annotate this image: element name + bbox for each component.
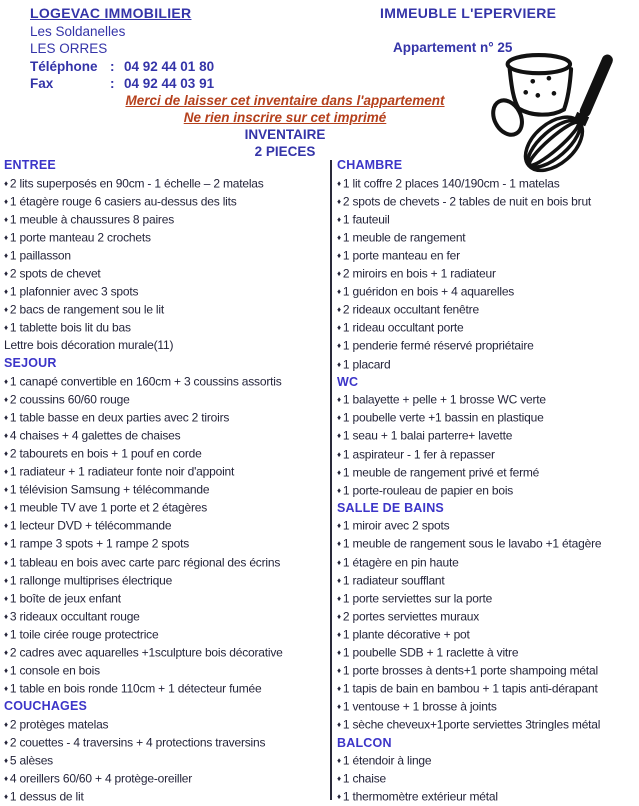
list-item xyxy=(4,734,328,752)
bullet-icon: ♦ xyxy=(337,196,341,206)
bullet-icon: ♦ xyxy=(4,575,8,585)
item-text: 1 lit coffre 2 places 140/190cm - 1 matelas xyxy=(342,176,560,191)
item-text: 1 meuble de rangement sous le lavabo +1 étagère xyxy=(342,536,602,551)
bullet-icon: ♦ xyxy=(4,539,8,549)
section-heading: WC xyxy=(337,374,359,389)
bullet-icon: ♦ xyxy=(4,287,8,297)
bullet-icon: ♦ xyxy=(337,792,341,802)
list-item xyxy=(4,481,328,499)
item-text: 1 meuble TV ave 1 porte et 2 étagères xyxy=(9,500,208,515)
bullet-icon: ♦ xyxy=(337,323,341,333)
list-item xyxy=(337,572,637,590)
item-text: 1 porte-rouleau de papier en bois xyxy=(342,483,514,498)
item-text: 1 poubelle SDB + 1 raclette à vitre xyxy=(342,645,519,660)
list-item xyxy=(4,499,328,517)
bullet-icon: ♦ xyxy=(4,232,8,242)
item-text: 2 bacs de rangement sou le lit xyxy=(9,302,164,317)
agency-name: LOGEVAC IMMOBILIER xyxy=(30,5,192,21)
item-text: 2 spots de chevets - 2 tables de nuit en bois brut xyxy=(342,194,592,209)
list-item xyxy=(337,554,637,572)
section-heading: BALCON xyxy=(337,735,392,750)
bullet-icon: ♦ xyxy=(4,719,8,729)
list-item xyxy=(4,554,328,572)
list-item xyxy=(337,788,637,806)
list-item xyxy=(4,427,328,445)
list-item xyxy=(4,535,328,553)
list-item xyxy=(337,247,637,265)
bullet-icon: ♦ xyxy=(337,431,341,441)
bullet-icon: ♦ xyxy=(337,666,341,676)
bullet-icon: ♦ xyxy=(4,756,8,766)
bullet-icon: ♦ xyxy=(337,575,341,585)
bullet-icon: ♦ xyxy=(4,557,8,567)
item-text: 1 thermomètre extérieur métal xyxy=(342,789,498,804)
list-item xyxy=(337,427,637,445)
list-item xyxy=(337,301,637,319)
bullet-icon: ♦ xyxy=(337,702,341,712)
list-item xyxy=(4,788,328,806)
item-text: 1 rampe 3 spots + 1 rampe 2 spots xyxy=(9,536,190,551)
list-item xyxy=(4,337,328,355)
item-text: 1 lecteur DVD + télécommande xyxy=(9,518,172,533)
item-text: 2 couettes - 4 traversins + 4 protections traversins xyxy=(9,735,266,750)
list-item xyxy=(4,463,328,481)
item-text: 1 porte brosses à dents+1 porte shampoing métal xyxy=(342,663,598,678)
notice-line-1: Merci de laisser cet inventaire dans l'appartement xyxy=(125,93,445,108)
notice-line-2: Ne rien inscrire sur cet imprimé xyxy=(183,110,387,125)
item-text: 1 table basse en deux parties avec 2 tiroirs xyxy=(9,410,230,425)
item-text: 1 aspirateur - 1 fer à repasser xyxy=(342,447,495,461)
list-item xyxy=(337,283,637,301)
bullet-icon: ♦ xyxy=(4,485,8,495)
list-item xyxy=(4,391,328,409)
list-item xyxy=(4,265,328,283)
item-text: 1 meuble à chaussures 8 paires xyxy=(9,212,174,227)
bullet-icon: ♦ xyxy=(4,521,8,531)
bullet-icon: ♦ xyxy=(4,593,8,603)
list-item xyxy=(337,716,637,734)
list-item xyxy=(337,319,637,337)
item-text: 1 étagère en pin haute xyxy=(342,555,459,570)
bullet-icon: ♦ xyxy=(4,684,8,694)
item-text: 1 canapé convertible en 160cm + 3 coussins assortis xyxy=(9,374,282,389)
list-item xyxy=(4,229,328,247)
list-item xyxy=(337,517,637,535)
item-text: 1 table en bois ronde 110cm + 1 détecteur fumée xyxy=(9,681,262,696)
bullet-icon: ♦ xyxy=(337,449,341,459)
list-item xyxy=(337,193,637,211)
bullet-icon: ♦ xyxy=(4,666,8,676)
list-item xyxy=(337,752,637,770)
bullet-icon: ♦ xyxy=(4,611,8,621)
bullet-icon: ♦ xyxy=(337,539,341,549)
list-item xyxy=(337,662,637,680)
building-name: IMMEUBLE L'EPERVIERE xyxy=(380,5,557,21)
bullet-icon: ♦ xyxy=(337,774,341,784)
item-text: 1 miroir avec 2 spots xyxy=(342,518,450,533)
agency-block xyxy=(30,5,214,93)
item-text: 5 alèses xyxy=(9,753,53,768)
item-text: 1 étendoir à linge xyxy=(342,753,432,768)
bullet-icon: ♦ xyxy=(337,593,341,603)
list-item xyxy=(4,680,328,698)
item-text: 1 porte serviettes sur la porte xyxy=(342,591,493,606)
item-text: 1 balayette + pelle + 1 brosse WC verte xyxy=(342,392,546,407)
bullet-icon: ♦ xyxy=(4,449,8,458)
bullet-icon: ♦ xyxy=(4,323,8,333)
list-item xyxy=(337,608,637,626)
bullet-icon: ♦ xyxy=(4,214,8,224)
bullet-icon: ♦ xyxy=(337,521,341,531)
bullet-icon: ♦ xyxy=(4,269,8,279)
section-heading: SEJOUR xyxy=(4,356,57,371)
item-text: 1 fauteuil xyxy=(342,212,390,227)
item-text: 3 rideaux occultant rouge xyxy=(9,609,140,624)
section-heading: SALLE DE BAINS xyxy=(337,500,444,515)
list-item xyxy=(4,301,328,319)
item-text: 2 protèges matelas xyxy=(9,717,109,732)
section-heading: ENTREE xyxy=(4,158,56,172)
item-text: 1 paillasson xyxy=(9,248,71,263)
list-item xyxy=(4,283,328,301)
item-text: 1 rideau occultant porte xyxy=(342,320,464,335)
list-item xyxy=(337,644,637,662)
list-item xyxy=(337,265,637,283)
inventory-column-right xyxy=(337,157,637,806)
list-item xyxy=(337,535,637,553)
list-item xyxy=(337,590,637,608)
item-text: 1 porte manteau en fer xyxy=(342,248,460,263)
item-text: 1 penderie fermé réservé propriétaire xyxy=(342,338,534,353)
item-text: 1 ventouse + 1 brosse à joints xyxy=(342,699,497,714)
agency-fax-line xyxy=(30,75,214,93)
bullet-icon: ♦ xyxy=(337,341,341,351)
list-item xyxy=(4,175,328,193)
list-item xyxy=(4,193,328,211)
list-item xyxy=(337,680,637,698)
item-text: 1 dessus de lit xyxy=(9,789,84,804)
bullet-icon: ♦ xyxy=(4,467,8,477)
item-text: 1 étagère rouge 6 casiers au-dessus des lits xyxy=(9,194,237,209)
item-text: 1 sèche cheveux+1porte serviettes 3tringles métal xyxy=(342,717,601,732)
bullet-icon: ♦ xyxy=(337,720,341,730)
item-text: 1 meuble de rangement xyxy=(342,230,466,245)
list-item xyxy=(4,590,328,608)
fax-label: Fax xyxy=(30,76,54,91)
bullet-icon: ♦ xyxy=(4,430,8,440)
agency-phone-line xyxy=(30,58,214,76)
item-text: 4 oreillers 60/60 + 4 protège-oreiller xyxy=(9,771,193,786)
bullet-icon: ♦ xyxy=(4,394,8,404)
bullet-icon: ♦ xyxy=(4,774,8,784)
phone-label: Téléphone xyxy=(30,58,98,74)
bullet-icon: ♦ xyxy=(4,178,8,188)
section-heading: COUCHAGES xyxy=(4,699,88,714)
phone-number: 04 92 44 01 80 xyxy=(124,58,215,74)
list-item xyxy=(337,229,637,247)
item-text: 2 tabourets en bois + 1 pouf en corde xyxy=(9,446,202,461)
item-text: 1 boîte de jeux enfant xyxy=(9,591,121,606)
list-item xyxy=(4,572,328,590)
bullet-icon: ♦ xyxy=(337,287,341,297)
item-text: 1 tablette bois lit du bas xyxy=(9,320,131,335)
item-text: 1 tableau en bois avec carte parc régional des écrins xyxy=(9,555,281,570)
item-text: 4 chaises + 4 galettes de chaises xyxy=(9,428,181,443)
item-text: 1 tapis de bain en bambou + 1 tapis anti-dérapant xyxy=(342,681,598,696)
list-item xyxy=(4,517,328,535)
list-item xyxy=(4,770,328,788)
item-text: 1 rallonge multiprises électrique xyxy=(9,573,173,588)
item-text: 1 plante décorative + pot xyxy=(342,627,470,642)
list-item xyxy=(4,608,328,626)
agency-address-line2: LES ORRES xyxy=(30,41,108,56)
bullet-icon: ♦ xyxy=(337,305,341,315)
bullet-icon: ♦ xyxy=(4,629,8,639)
item-text: 2 cadres avec aquarelles +1sculpture bois décorative xyxy=(9,645,283,660)
bullet-icon: ♦ xyxy=(337,648,341,658)
bullet-icon: ♦ xyxy=(337,413,341,423)
list-item xyxy=(4,626,328,644)
list-item xyxy=(337,211,637,229)
item-text: 1 guéridon en bois + 4 aquarelles xyxy=(342,284,515,299)
item-text: 1 meuble de rangement privé et fermé xyxy=(342,465,540,480)
list-item xyxy=(4,319,328,337)
bullet-icon: ♦ xyxy=(4,738,8,747)
list-item xyxy=(4,716,328,734)
bullet-icon: ♦ xyxy=(337,684,341,694)
bullet-icon: ♦ xyxy=(4,648,8,658)
bullet-icon: ♦ xyxy=(4,503,8,513)
bullet-icon: ♦ xyxy=(337,756,341,766)
inventory-column-left xyxy=(4,157,328,806)
item-text: 1 seau + 1 balai parterre+ lavette xyxy=(342,428,513,443)
agency-address-line1: Les Soldanelles xyxy=(30,23,126,39)
document-subtitle: 2 PIECES xyxy=(254,144,316,159)
bullet-icon: ♦ xyxy=(337,232,341,242)
item-text: 1 porte manteau 2 crochets xyxy=(9,230,151,245)
bullet-icon: ♦ xyxy=(337,214,341,224)
apartment-number: Appartement n° 25 xyxy=(393,40,513,55)
list-item xyxy=(4,662,328,680)
list-item xyxy=(337,356,637,374)
bullet-icon: ♦ xyxy=(4,412,8,422)
list-item xyxy=(337,409,637,427)
bullet-icon: ♦ xyxy=(337,359,341,369)
bullet-icon: ♦ xyxy=(337,269,341,279)
item-text: 1 poubelle verte +1 bassin en plastique xyxy=(342,410,544,425)
bullet-icon: ♦ xyxy=(337,611,341,621)
bullet-icon: ♦ xyxy=(337,467,341,477)
item-text: 1 télévision Samsung + télécommande xyxy=(9,482,210,497)
item-text: 2 lits superposés en 90cm - 1 échelle – 2 matelas xyxy=(9,176,264,191)
list-item xyxy=(337,391,637,409)
bullet-icon: ♦ xyxy=(337,250,341,260)
bullet-icon: ♦ xyxy=(4,250,8,260)
item-text: 2 spots de chevet xyxy=(9,266,101,281)
list-item xyxy=(4,247,328,265)
bullet-icon: ♦ xyxy=(337,557,341,567)
fax-separator: : xyxy=(110,76,115,91)
list-item xyxy=(337,337,637,355)
item-text: 1 toile cirée rouge protectrice xyxy=(9,627,159,642)
bullet-icon: ♦ xyxy=(4,305,8,315)
list-item xyxy=(4,373,328,391)
item-text: 1 chaise xyxy=(342,771,386,786)
list-item xyxy=(4,409,328,427)
bullet-icon: ♦ xyxy=(4,196,8,206)
item-text: 2 portes serviettes muraux xyxy=(342,609,480,624)
bullet-icon: ♦ xyxy=(4,376,8,386)
item-text: Lettre bois décoration murale(11) xyxy=(4,338,174,353)
bowl-egg-whisk-clipart-icon xyxy=(485,48,637,174)
list-item xyxy=(337,464,637,482)
list-item xyxy=(337,446,637,464)
bullet-icon: ♦ xyxy=(337,178,341,188)
item-text: 2 miroirs en bois + 1 radiateur xyxy=(342,266,496,281)
list-item xyxy=(337,175,637,193)
bullet-icon: ♦ xyxy=(4,792,8,802)
item-text: 1 console en bois xyxy=(9,663,100,678)
list-item xyxy=(4,445,328,463)
bullet-icon: ♦ xyxy=(337,629,341,639)
list-item xyxy=(4,752,328,770)
item-text: 2 coussins 60/60 rouge xyxy=(9,392,130,407)
item-text: 1 placard xyxy=(342,357,391,372)
section-heading: CHAMBRE xyxy=(337,158,403,172)
bullet-icon: ♦ xyxy=(337,485,341,495)
item-text: 2 rideaux occultant fenêtre xyxy=(342,302,479,317)
column-divider xyxy=(330,160,332,800)
item-text: 1 radiateur + 1 radiateur fonte noir d'appoint xyxy=(9,464,235,479)
list-item xyxy=(4,211,328,229)
list-item xyxy=(337,482,637,500)
bullet-icon: ♦ xyxy=(337,395,341,405)
item-text: 1 radiateur soufflant xyxy=(342,573,445,588)
list-item xyxy=(337,626,637,644)
fax-number: 04 92 44 03 91 xyxy=(124,76,215,91)
phone-separator: : xyxy=(110,58,115,74)
list-item xyxy=(337,770,637,788)
document-title: INVENTAIRE xyxy=(244,127,326,142)
list-item xyxy=(4,644,328,662)
item-text: 1 plafonnier avec 3 spots xyxy=(9,284,139,299)
list-item xyxy=(337,698,637,716)
